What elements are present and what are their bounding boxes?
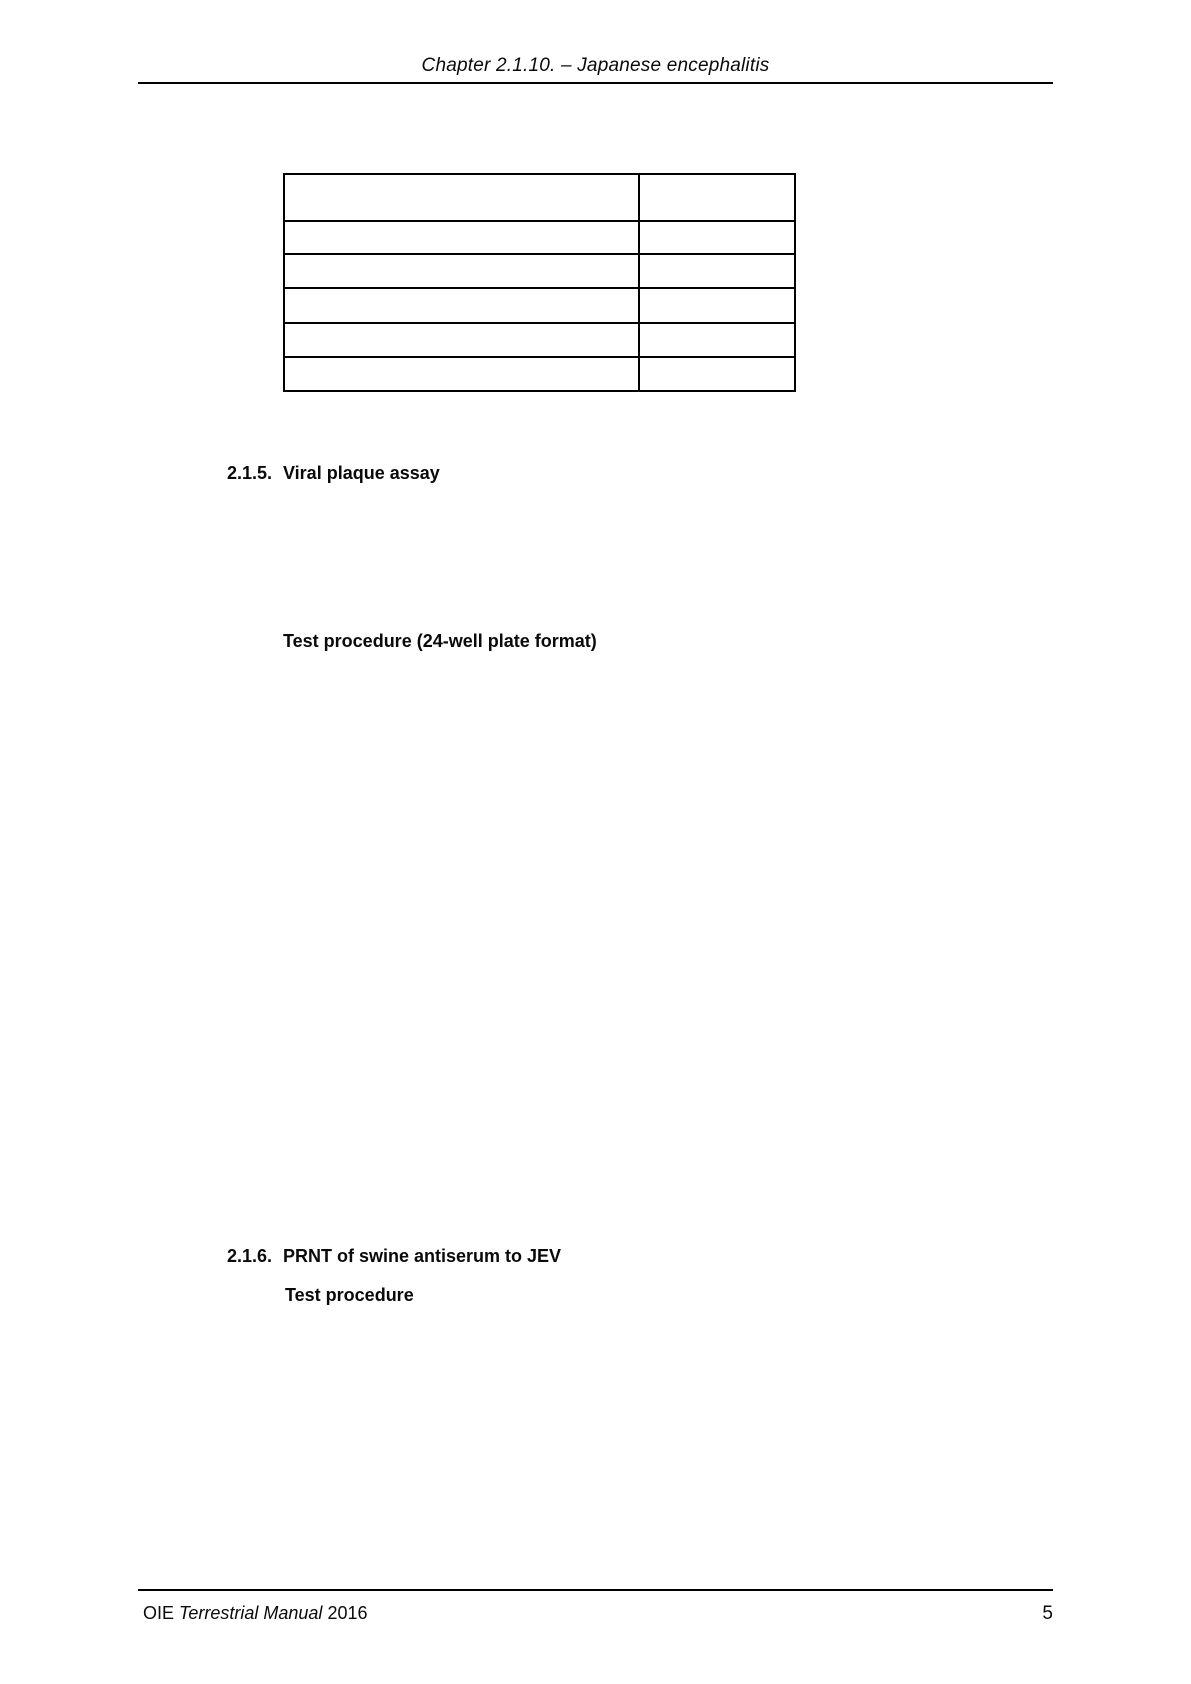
table-row [284,357,795,391]
table-cell [284,221,639,254]
chapter-title: Chapter 2.1.10. – Japanese encephalitis [421,55,770,76]
page-footer [138,1600,1053,1627]
table-cell [639,254,795,288]
table-cell [284,357,639,391]
table-cell [639,221,795,254]
section-title: Viral plaque assay [283,463,440,483]
table-row [284,174,795,221]
table-row [284,288,795,323]
empty-table-body [284,174,795,391]
table-cell [284,323,639,357]
table-row [284,323,795,357]
table-cell [639,323,795,357]
empty-data-table [283,173,796,392]
manual-title [138,1600,368,1626]
table-cell [284,288,639,323]
header-rule [138,82,1053,84]
section-number: 2.1.5. [227,463,273,483]
table-row [284,254,795,288]
manual-title-prefix: OIE [143,1603,175,1623]
table-cell [284,174,639,221]
table-cell [639,288,795,323]
section-number: 2.1.6. [227,1246,273,1266]
section-heading-2-1-5 [227,461,440,485]
table-cell [639,357,795,391]
table-cell [284,254,639,288]
page-number: 5 [1042,1603,1053,1624]
table-cell [639,174,795,221]
section-title: PRNT of swine antiserum to JEV [283,1246,562,1266]
manual-title-year: 2016 [327,1603,368,1623]
manual-title-name: Terrestrial Manual [179,1603,323,1623]
table-row [284,221,795,254]
subheading-test-procedure: Test procedure [285,1285,414,1305]
footer-rule [138,1589,1053,1591]
subheading-test-procedure-24-well: Test procedure (24-well plate format) [283,631,597,651]
section-heading-2-1-6 [227,1244,561,1268]
